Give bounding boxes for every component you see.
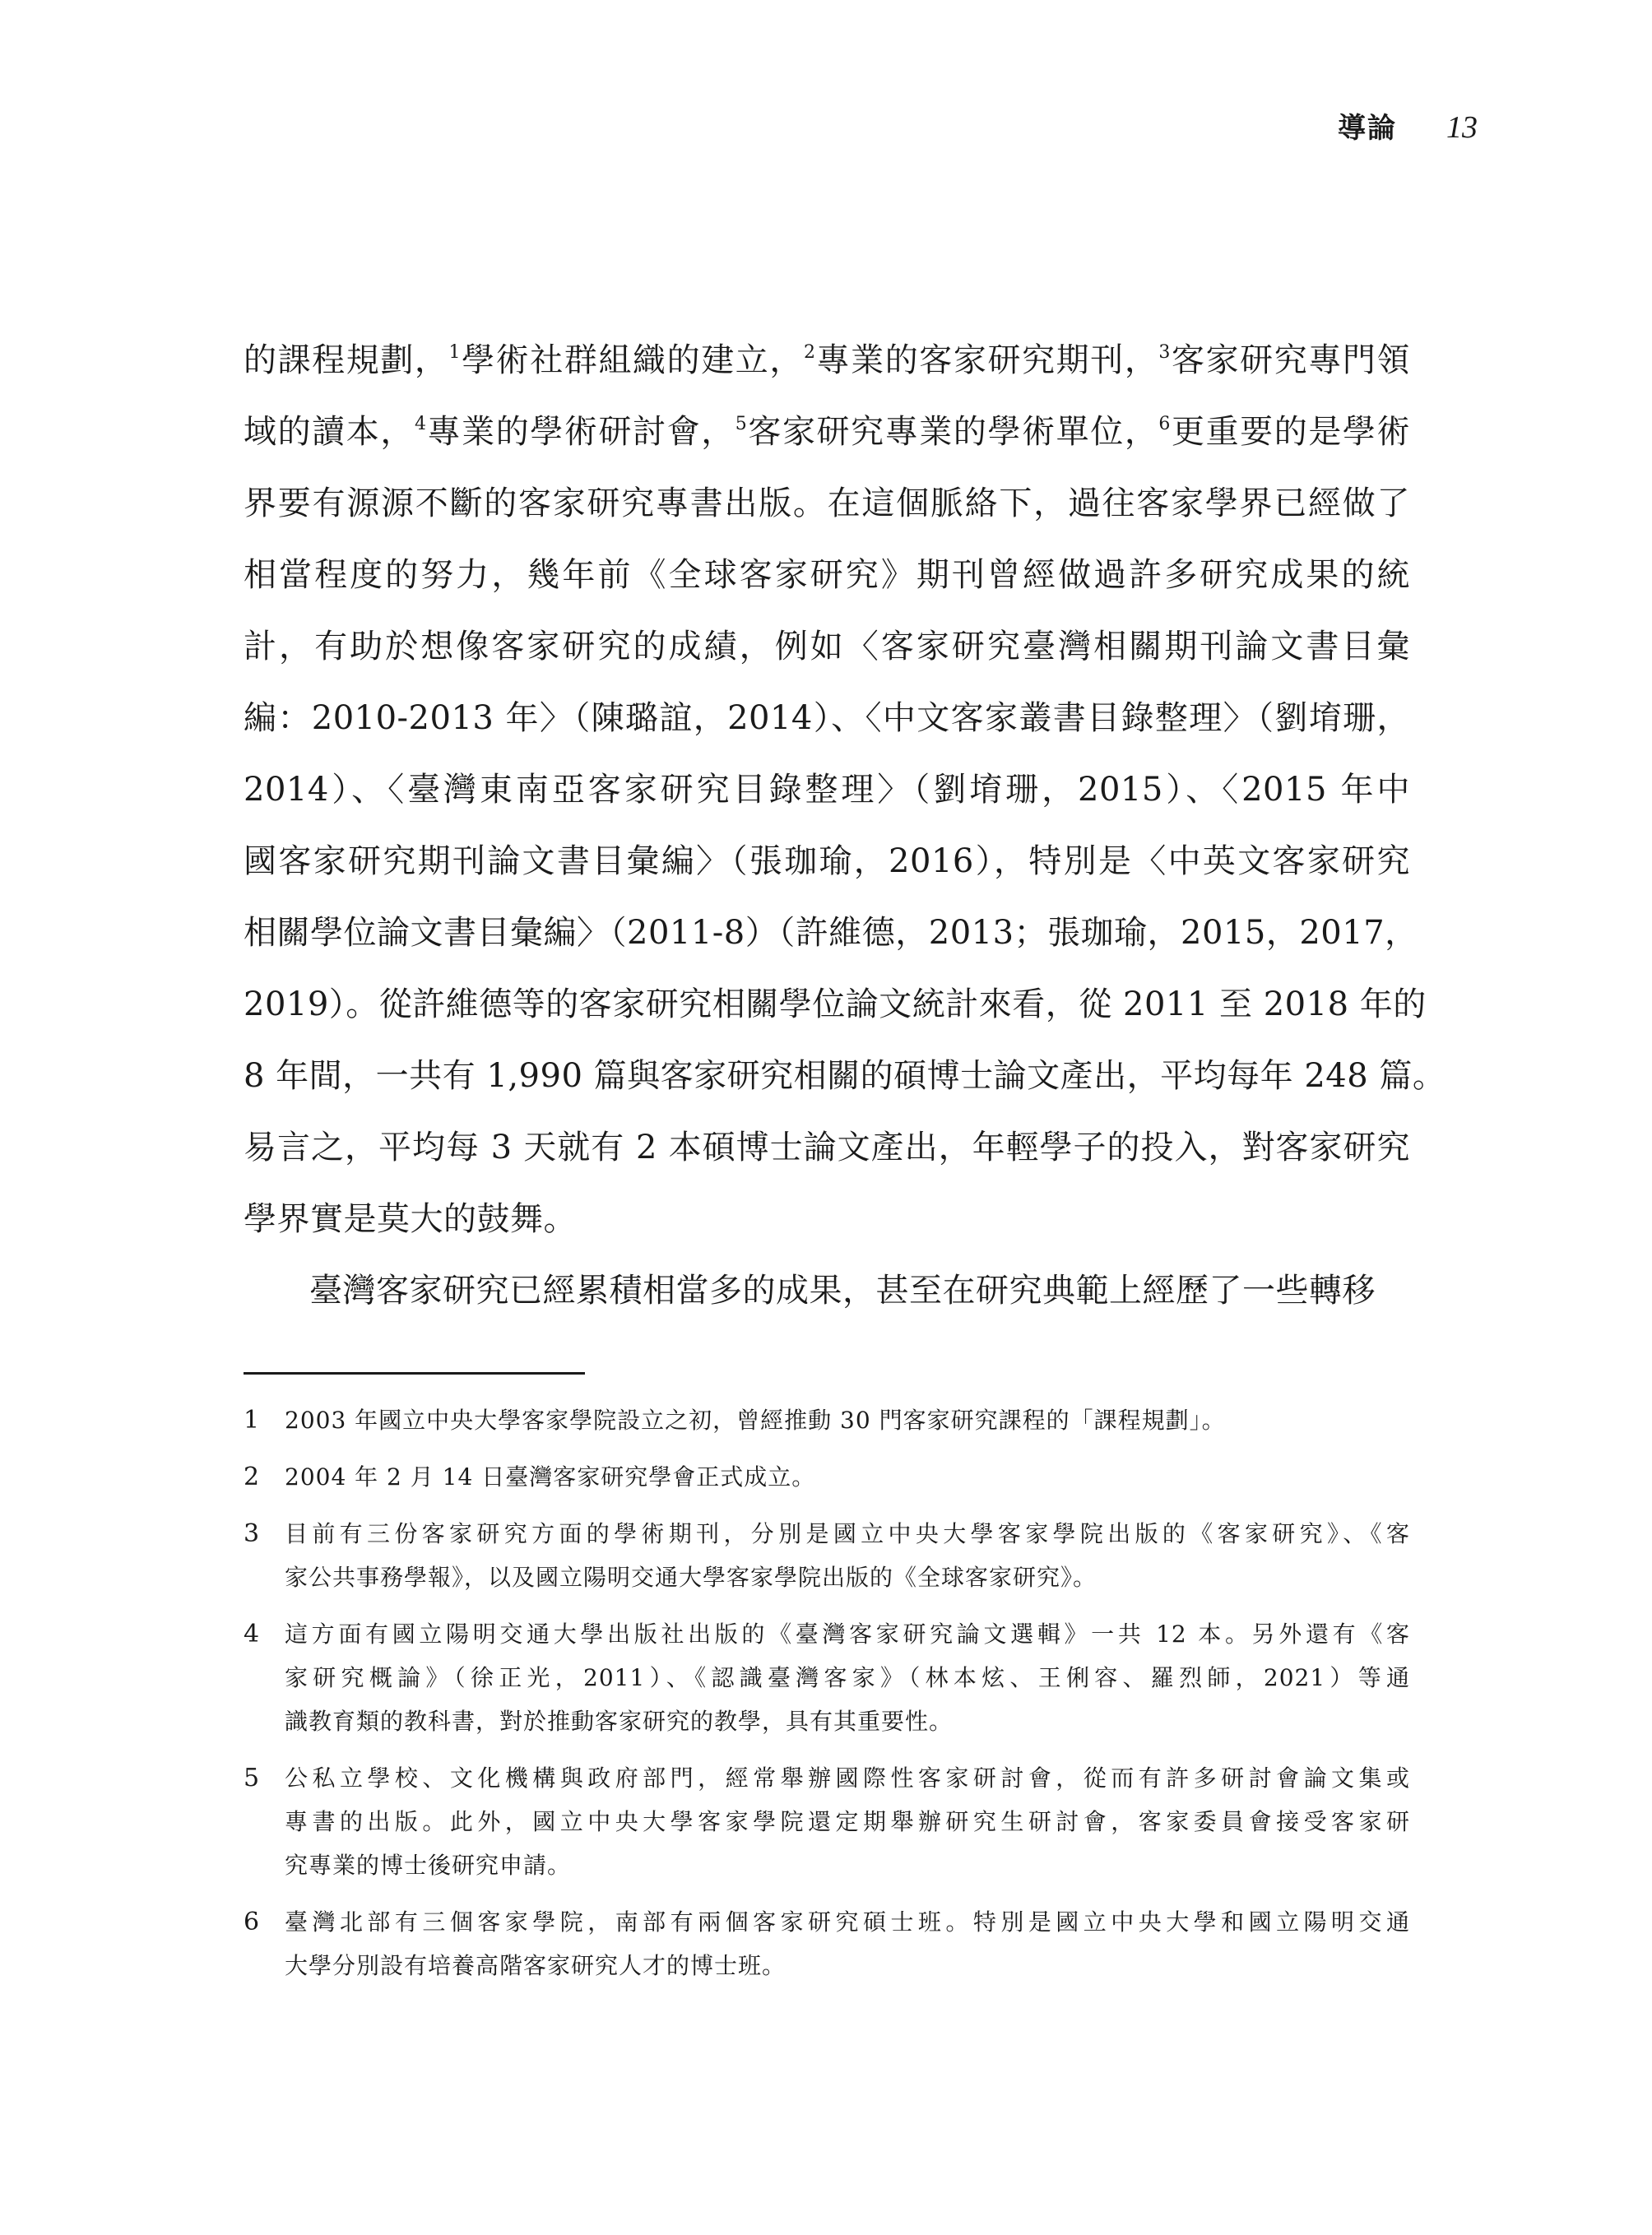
body-line: 相當程度的努力，幾年前《全球客家研究》期刊曾經做過許多研究成果的統 (244, 556, 1410, 594)
footnote-line: 目前有三份客家研究方面的學術期刊，分別是國立中央大學客家學院出版的《客家研究》、《客 (285, 1520, 1410, 1547)
footnote-line: 專書的出版。此外，國立中央大學客家學院還定期舉辦研究生研討會，客家委員會接受客家研 (285, 1808, 1410, 1835)
footnote-ref: 6 (1158, 414, 1171, 434)
footnote-number: 5 (244, 1764, 260, 1792)
footnotes (244, 1398, 1410, 2001)
running-head-section-title: 導論 (1338, 112, 1397, 145)
body-line: 8 年間，一共有 1,990 篇與客家研究相關的碩博士論文產出，平均每年 248 篇。 (244, 1057, 1446, 1095)
footnote-ref: 5 (735, 414, 748, 434)
footnote-line: 公私立學校、文化機構與政府部門，經常舉辦國際性客家研討會，從而有許多研討會論文集或 (285, 1764, 1410, 1792)
body-line: 的課程規劃，$^1$學術社群組織的建立，$^2$專業的客家研究期刊，$^3$客家研究專門領 (244, 341, 1411, 379)
footnote-number: 4 (244, 1620, 260, 1648)
footnote-ref: 3 (1158, 342, 1171, 363)
footnote (244, 1756, 1410, 1887)
footnote (244, 1455, 1410, 1499)
footnote (244, 1612, 1410, 1743)
footnote (244, 1900, 1410, 1987)
footnote-line: 大學分別設有培養高階客家研究人才的博士班。 (285, 1952, 787, 1979)
footnote-number: 6 (244, 1908, 260, 1936)
footnote-ref: 2 (803, 342, 816, 363)
body-line: 計，有助於想像客家研究的成績，例如〈客家研究臺灣相關期刊論文書目彙 (244, 628, 1410, 665)
body-line: 編：2010-2013 年〉（陳璐誼，2014）、〈中文客家叢書目錄整理〉（劉堉珊， (244, 699, 1410, 737)
footnote-number: 2 (244, 1463, 260, 1491)
footnote-line: 2004 年 2 月 14 日臺灣客家研究學會正式成立。 (285, 1463, 816, 1491)
footnote-number: 1 (244, 1406, 260, 1435)
page-number: 13 (1446, 110, 1478, 145)
footnote-line: 家研究概論》（徐正光，2011）、《認識臺灣客家》（林本炫、王俐容、羅烈師，2021）等通 (285, 1664, 1410, 1691)
body-line: 臺灣客家研究已經累積相當多的成果，甚至在研究典範上經歷了一些轉移 (309, 1272, 1376, 1310)
footnote-line: 2003 年國立中央大學客家學院設立之初，曾經推動 30 門客家研究課程的「課程規劃」。 (285, 1407, 1226, 1434)
footnote-line: 識教育類的教科書，對於推動客家研究的教學，具有其重要性。 (285, 1708, 954, 1735)
footnote-divider (244, 1372, 585, 1375)
body-text (244, 325, 1446, 1327)
body-line: 學界實是莫大的鼓舞。 (244, 1200, 577, 1238)
body-line: 國客家研究期刊論文書目彙編〉（張珈瑜，2016），特別是〈中英文客家研究 (244, 842, 1410, 880)
body-line: 域的讀本，$^4$專業的學術研討會，$^5$客家研究專業的學術單位，$^6$更重要的是學術 (244, 413, 1411, 451)
body-line: 相關學位論文書目彙編〉（2011-8）（許維德，2013；張珈瑜，2015，2017， (244, 914, 1418, 952)
body-line: 2019）。從許維德等的客家研究相關學位論文統計來看，從 2011 至 2018 年的 (244, 985, 1427, 1023)
footnote-ref: 4 (414, 414, 427, 434)
body-line: 2014）、〈臺灣東南亞客家研究目錄整理〉（劉堉珊，2015）、〈2015 年中 (244, 771, 1410, 809)
footnote (244, 1512, 1410, 1599)
body-line: 易言之，平均每 3 天就有 2 本碩博士論文產出，年輕學子的投入，對客家研究 (244, 1129, 1410, 1166)
footnote-ref: 1 (448, 342, 462, 363)
body-line: 界要有源源不斷的客家研究專書出版。在這個脈絡下，過往客家學界已經做了 (244, 485, 1410, 522)
footnote-line: 究專業的博士後研究申請。 (285, 1852, 572, 1879)
footnote-number: 3 (244, 1519, 260, 1548)
footnote (244, 1398, 1410, 1442)
footnote-line: 這方面有國立陽明交通大學出版社出版的《臺灣客家研究論文選輯》一共 12 本。另外還有《客 (285, 1621, 1410, 1648)
footnote-line: 家公共事務學報》，以及國立陽明交通大學客家學院出版的《全球客家研究》。 (285, 1564, 1097, 1591)
running-head (1338, 105, 1478, 146)
footnote-line: 臺灣北部有三個客家學院，南部有兩個客家研究碩士班。特別是國立中央大學和國立陽明交通 (285, 1908, 1410, 1936)
